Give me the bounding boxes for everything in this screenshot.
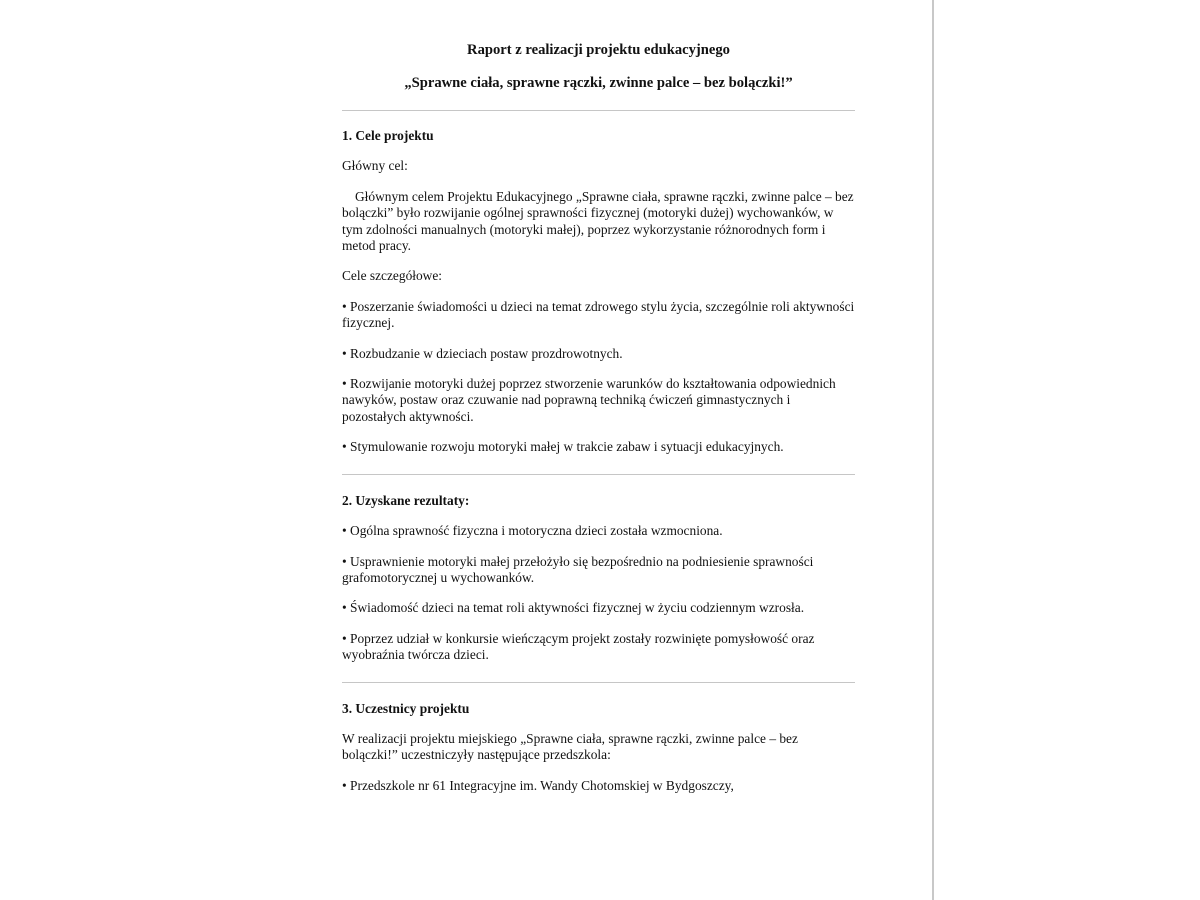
list-item: • Rozbudzanie w dzieciach postaw prozdrowotnych. xyxy=(342,345,623,361)
section-divider xyxy=(342,474,855,475)
list-item: • Ogólna sprawność fizyczna i motoryczna dzieci została wzmocniona. xyxy=(342,523,723,539)
section-heading: 2. Uzyskane rezultaty: xyxy=(342,492,470,508)
section-heading: 3. Uczestnicy projektu xyxy=(342,700,470,716)
main-goal-text: Głównym celem Projektu Edukacyjnego „Sprawne ciała, sprawne rączki, zwinne palce – bez bolączki” było rozwijanie ogólnej sprawności fizycznej (motoryki dużej) wychowanków, w tym zdolności manualnych (motoryki małej), poprzez wykorzystanie różnorodnych form i metod pracy. xyxy=(342,188,854,254)
report-title: Raport z realizacji projektu edukacyjnego xyxy=(467,42,730,58)
section-heading: 1. Cele projektu xyxy=(342,128,434,143)
page-edge-divider xyxy=(932,0,934,900)
list-item: • Rozwijanie motoryki dużej poprzez stworzenie warunków do kształtowania odpowiednich nawyków, postaw oraz czuwanie nad poprawną techniką ćwiczeń gimnastycznych i pozostałych aktywności. xyxy=(342,376,836,424)
section-divider xyxy=(342,110,855,111)
section-divider xyxy=(342,682,855,683)
list-item: • Przedszkole nr 61 Integracyjne im. Wandy Chotomskiej w Bydgoszczy, xyxy=(342,777,734,793)
section-results xyxy=(342,493,855,664)
section-goals xyxy=(342,128,855,456)
section-participants xyxy=(342,701,855,795)
main-goal-label: Główny cel: xyxy=(342,158,408,174)
specific-goals-label: Cele szczegółowe: xyxy=(342,268,443,284)
project-name: „Sprawne ciała, sprawne rączki, zwinne palce – bez bolączki!” xyxy=(404,75,793,91)
list-item: • Świadomość dzieci na temat roli aktywności fizycznej w życiu codziennym wzrosła. xyxy=(342,600,805,616)
list-item: • Poprzez udział w konkursie wieńczącym projekt zostały rozwinięte pomysłowość oraz wyobraźnia twórcza dzieci. xyxy=(342,630,815,663)
list-item: • Stymulowanie rozwoju motoryki małej w trakcie zabaw i sytuacji edukacyjnych. xyxy=(342,439,784,455)
document-page xyxy=(342,40,855,794)
list-item: • Poszerzanie świadomości u dzieci na temat zdrowego stylu życia, szczególnie roli aktywności fizycznej. xyxy=(342,298,855,331)
participants-intro: W realizacji projektu miejskiego „Sprawne ciała, sprawne rączki, zwinne palce – bez bolączki!” uczestniczyły następujące przedszkola: xyxy=(342,730,798,763)
list-item: • Usprawnienie motoryki małej przełożyło się bezpośrednio na podniesienie sprawności grafomotorycznej u wychowanków. xyxy=(342,553,814,585)
